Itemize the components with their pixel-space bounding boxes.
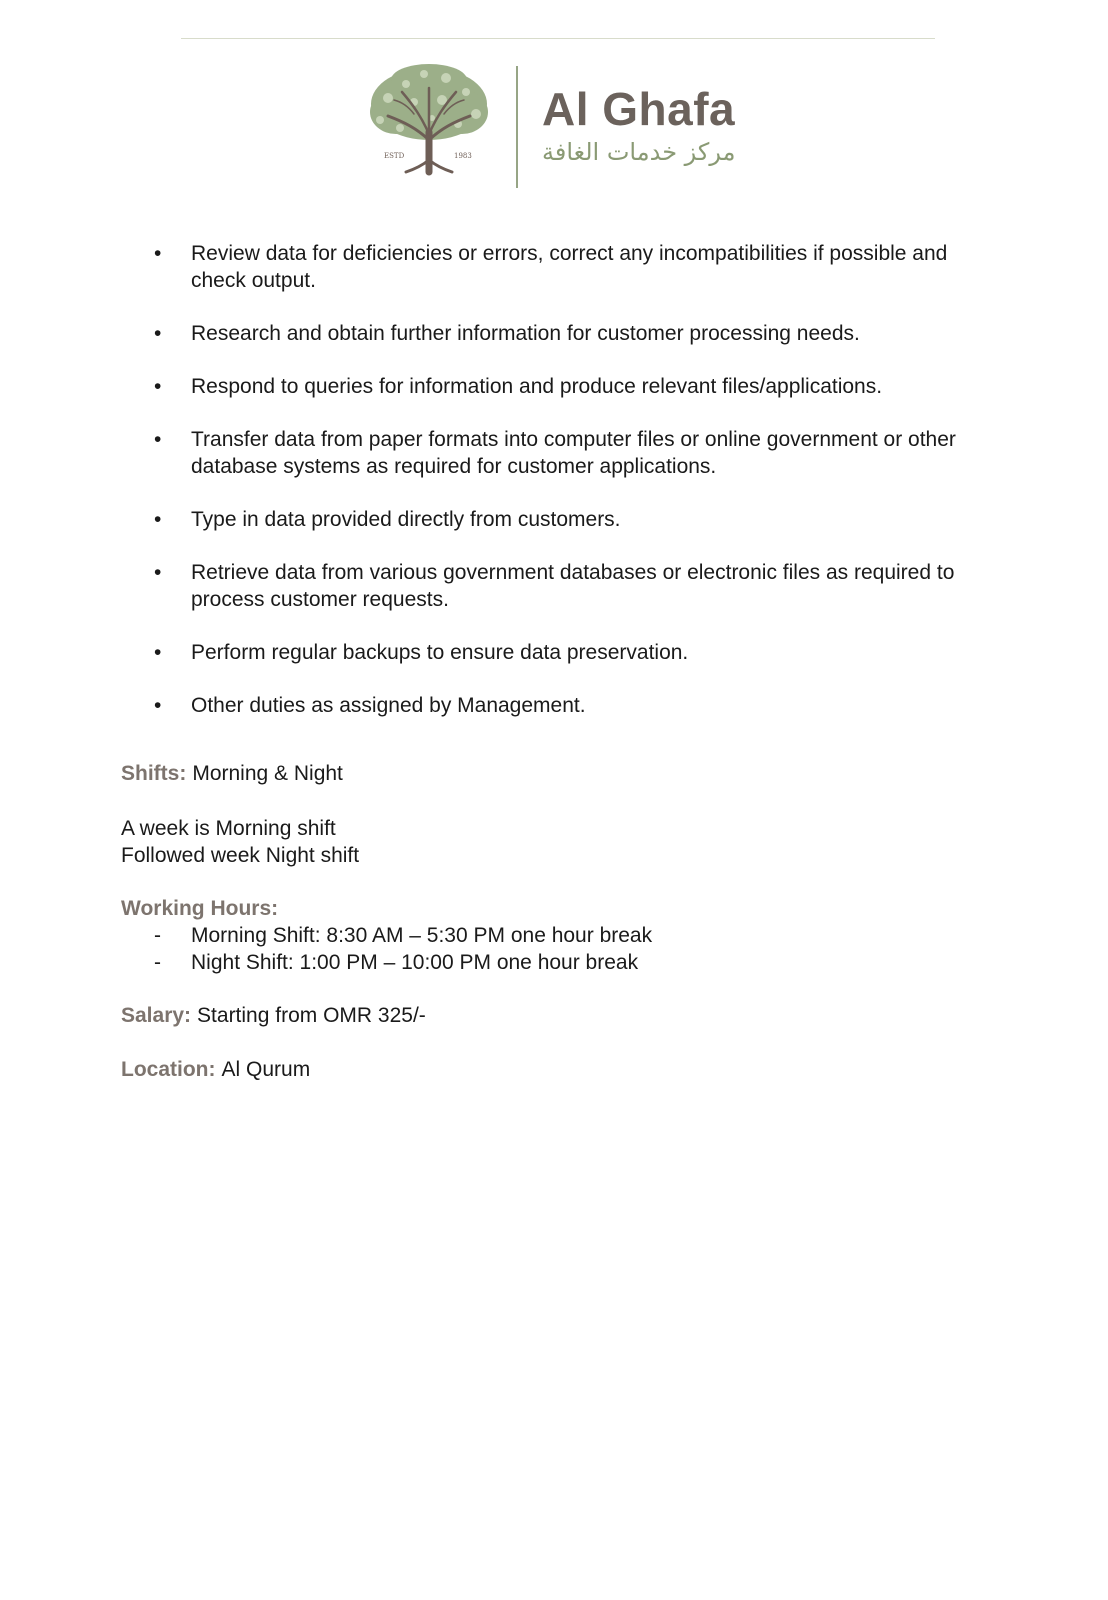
emblem-estd-text: ESTD xyxy=(384,152,405,160)
duty-text: Retrieve data from various government databases or electronic files as required to process customer requests. xyxy=(191,561,955,611)
duty-text: Review data for deficiencies or errors, correct any incompatibilities if possible and check output. xyxy=(191,242,948,292)
duty-text: Perform regular backups to ensure data preservation. xyxy=(191,641,689,664)
duty-text: Respond to queries for information and produce relevant files/applications. xyxy=(191,375,883,398)
logo-divider xyxy=(516,66,518,188)
bullet-icon: • xyxy=(154,641,162,664)
list-item xyxy=(154,692,974,719)
bullet-icon: • xyxy=(154,694,162,717)
list-item xyxy=(154,320,974,347)
salary-value: Starting from OMR 325/- xyxy=(197,1004,426,1027)
location-label: Location: xyxy=(121,1058,216,1081)
bullet-icon: • xyxy=(154,428,162,451)
location-value: Al Qurum xyxy=(221,1058,311,1081)
bullet-icon: • xyxy=(154,242,162,265)
list-item xyxy=(154,240,974,294)
working-hours-label: Working Hours: xyxy=(121,897,279,920)
tree-emblem-icon xyxy=(366,62,492,186)
hours-text: Night Shift: 1:00 PM – 10:00 PM one hour break xyxy=(191,951,639,974)
working-hours-heading xyxy=(121,895,284,922)
brand-name: Al Ghafa xyxy=(542,83,736,135)
shifts-label: Shifts: xyxy=(121,762,187,785)
list-item xyxy=(154,639,974,666)
rotation-line-1: A week is Morning shift xyxy=(121,817,336,840)
hours-text: Morning Shift: 8:30 AM – 5:30 PM one hour break xyxy=(191,924,653,947)
list-item xyxy=(154,922,652,949)
duty-text: Transfer data from paper formats into computer files or online government or other database systems as required for customer applications. xyxy=(191,428,956,478)
brand-arabic-name: مركز خدمات الغافة xyxy=(542,138,736,166)
company-logo xyxy=(366,62,756,192)
working-hours-list xyxy=(154,922,652,976)
list-item xyxy=(154,506,974,533)
duties-list xyxy=(154,240,974,745)
duty-text: Other duties as assigned by Management. xyxy=(191,694,586,717)
shifts-section xyxy=(121,760,343,787)
duty-text: Research and obtain further information for customer processing needs. xyxy=(191,322,860,345)
shift-rotation xyxy=(121,815,359,869)
dash-icon: - xyxy=(154,924,161,947)
list-item xyxy=(154,559,974,613)
list-item xyxy=(154,426,974,480)
bullet-icon: • xyxy=(154,561,162,584)
bullet-icon: • xyxy=(154,508,162,531)
dash-icon: - xyxy=(154,951,161,974)
salary-label: Salary: xyxy=(121,1004,192,1027)
duty-text: Type in data provided directly from customers. xyxy=(191,508,621,531)
list-item xyxy=(154,373,974,400)
list-item xyxy=(154,949,652,976)
salary-section xyxy=(121,1002,426,1029)
bullet-icon: • xyxy=(154,375,162,398)
emblem-year-text: 1983 xyxy=(454,152,472,160)
location-section xyxy=(121,1056,310,1083)
header-rule xyxy=(181,38,935,39)
shifts-value: Morning & Night xyxy=(192,762,343,785)
bullet-icon: • xyxy=(154,322,162,345)
rotation-line-2: Followed week Night shift xyxy=(121,844,360,867)
